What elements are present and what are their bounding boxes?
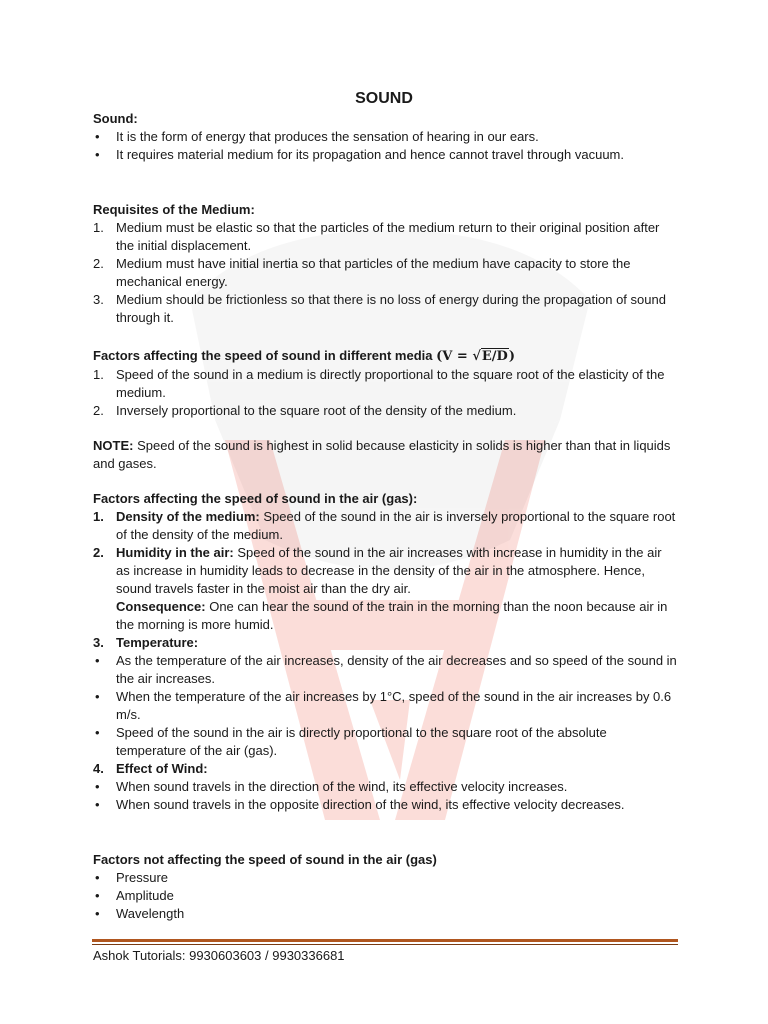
- section-factors-air: [93, 490, 678, 814]
- consequence: Consequence: One can hear the sound of the train in the morning than the noon because air in the morning is more humid.: [116, 599, 668, 632]
- page-title: SOUND: [355, 90, 413, 107]
- list-item: • When sound travels in the direction of the wind, its effective velocity increases.: [95, 779, 568, 794]
- list-item: • Speed of the sound in the air is directly proportional to the square root of the absolute temperature of the air (gas).: [95, 725, 607, 758]
- numbered-list: [93, 760, 678, 778]
- bullet-list: [93, 128, 678, 164]
- bullet-list: [93, 778, 678, 814]
- list-item: • When the temperature of the air increases by 1°C, speed of the sound in the air increases by 0.6 m/s.: [95, 689, 672, 722]
- list-item: • Amplitude: [95, 888, 174, 903]
- list-item-density: 1. Density of the medium: Speed of the sound in the air is inversely proportional to the square root of the density of the medium.: [93, 509, 676, 542]
- section-factors-media: [93, 347, 678, 420]
- numbered-list: [93, 219, 678, 327]
- section-heading: Requisites of the Medium:: [93, 202, 255, 217]
- section-heading: Factors affecting the speed of sound in the air (gas):: [93, 491, 418, 506]
- bullet-list: [93, 652, 678, 760]
- list-item: • Wavelength: [95, 906, 185, 921]
- list-item: 2. Inversely proportional to the square root of the density of the medium.: [93, 403, 517, 418]
- list-item: • As the temperature of the air increases, density of the air decreases and so speed of the sound in the air increases.: [95, 653, 677, 686]
- footer-rule: [92, 939, 678, 942]
- numbered-list: [93, 366, 678, 420]
- list-item: 3. Medium should be frictionless so that there is no loss of energy during the propagation of sound through it.: [93, 292, 666, 325]
- numbered-list: [93, 508, 678, 652]
- note-label: NOTE:: [93, 438, 134, 453]
- section-sound: [93, 110, 678, 164]
- list-item: • It is the form of energy that produces the sensation of hearing in our ears.: [95, 129, 539, 144]
- note-paragraph: NOTE: Speed of the sound is highest in solid because elasticity in solids is higher than that in liquids and gases.: [93, 438, 671, 471]
- list-item: • When sound travels in the opposite direction of the wind, its effective velocity decreases.: [95, 797, 625, 812]
- list-item: 2. Medium must have initial inertia so that particles of the medium have capacity to store the mechanical energy.: [93, 256, 631, 289]
- section-heading: Factors not affecting the speed of sound in the air (gas): [93, 852, 437, 867]
- section-not-affecting: [93, 851, 678, 923]
- list-item: • It requires material medium for its propagation and hence cannot travel through vacuum.: [95, 147, 624, 162]
- footer-rule-thin: [92, 944, 678, 945]
- section-requisites: [93, 201, 678, 327]
- list-item: • Pressure: [95, 870, 169, 885]
- section-heading: Sound:: [93, 111, 138, 126]
- list-item: 1. Speed of the sound in a medium is directly proportional to the square root of the elasticity of the medium.: [93, 367, 665, 400]
- speed-formula: (V = √E/D): [436, 349, 515, 364]
- list-item-temperature: 3. Temperature:: [93, 635, 199, 650]
- section-heading: Factors affecting the speed of sound in different media (V = √E/D): [93, 348, 515, 364]
- list-item-humidity: 2. Humidity in the air: Speed of the sound in the air increases with increase in humidity in the air as increase in humidity leads to decrease in the density of the air in the atmosphere. Hence, sound travels faster in the moist air than the dry air. Consequence: One can hear the sound of the train in the morning than the noon because air in the morning is more humid.: [93, 544, 678, 634]
- list-item-wind: 4. Effect of Wind:: [93, 761, 208, 776]
- bullet-list: [93, 869, 678, 923]
- list-item: 1. Medium must be elastic so that the particles of the medium return to their original position after the initial displacement.: [93, 220, 660, 253]
- footer-contact: Ashok Tutorials: 9930603603 / 9930336681: [93, 948, 345, 963]
